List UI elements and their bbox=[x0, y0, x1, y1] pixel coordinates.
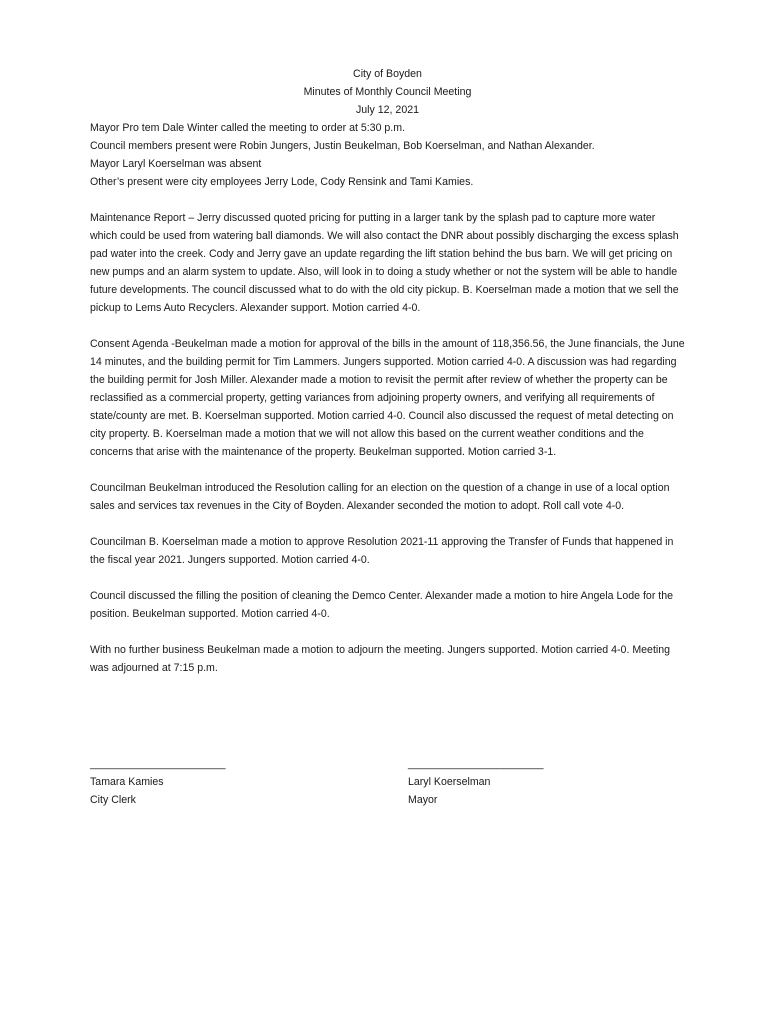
minutes-document bbox=[90, 65, 685, 806]
mayor-signature bbox=[408, 755, 544, 809]
consent-agenda-paragraph: Consent Agenda -Beukelman made a motion for approval of the bills in the amount of 118,356.56, the June financials, the June 14 minutes, and the building permit for Tim Lammers. Jungers supported. Motion carried 4-0. A discussion was had regarding the building permit for Josh Miller. Alexander made a motion to revisit the permit after review of whether the property can be reclassified as a commercial property, getting variances from adjoining property owners, and verifying all requirements of state/county are met. B. Koerselman supported. Motion carried 4-0. Council also discussed the request of metal detecting on city property. B. Koerselman made a motion that we will not allow this based on the current weather conditions and the concerns that arise with the maintenance of the property. Beukelman supported. Motion carried 3-1. bbox=[90, 338, 685, 458]
document-header bbox=[90, 65, 685, 119]
signature-line: _______________________ bbox=[90, 758, 226, 770]
demco-center-paragraph: Council discussed the filling the position of cleaning the Demco Center. Alexander made a motion to hire Angela Lode for the position. Beukelman supported. Motion carried 4-0. bbox=[90, 590, 674, 620]
intro-line: Council members present were Robin Jungers, Justin Beukelman, Bob Koerselman, and Nathan Alexander. bbox=[90, 140, 595, 152]
meeting-date: July 12, 2021 bbox=[355, 104, 420, 116]
intro-line: Mayor Laryl Koerselman was absent bbox=[90, 158, 262, 170]
intro-line: Mayor Pro tem Dale Winter called the meeting to order at 5:30 p.m. bbox=[90, 122, 406, 134]
city-name: City of Boyden bbox=[353, 68, 422, 80]
maintenance-report-paragraph: Maintenance Report – Jerry discussed quoted pricing for putting in a larger tank by the splash pad to capture more water which could be used from watering ball diamonds. We will also contact the DNR about possibly discharging the excess splash pad water into the creek. Cody and Jerry gave an update regarding the lift station behind the bus barn. We will get pricing on new pumps and an alarm system to update. Also, will look in to doing a study whether or not the system will be able to handle future developments. The council discussed what to do with the old city pickup. B. Koerselman made a motion that we sell the pickup to Lems Auto Recyclers. Alexander support. Motion carried 4-0. bbox=[90, 212, 679, 314]
clerk-signature bbox=[90, 755, 226, 809]
intro-block bbox=[90, 119, 685, 191]
resolution-transfer-paragraph: Councilman B. Koerselman made a motion to approve Resolution 2021-11 approving the Transfer of Funds that happened in the fiscal year 2021. Jungers supported. Motion carried 4-0. bbox=[90, 536, 674, 566]
signature-line: _______________________ bbox=[408, 758, 544, 770]
signer-title: Mayor bbox=[408, 794, 438, 806]
resolution-election-paragraph: Councilman Beukelman introduced the Resolution calling for an election on the question of a change in use of a local option sales and services tax revenues in the City of Boyden. Alexander seconded the motion to adopt. Roll call vote 4-0. bbox=[90, 482, 670, 512]
signer-title: City Clerk bbox=[90, 794, 136, 806]
adjournment-paragraph: With no further business Beukelman made a motion to adjourn the meeting. Jungers supported. Motion carried 4-0. Meeting was adjourned at 7:15 p.m. bbox=[90, 644, 671, 674]
signature-block bbox=[90, 755, 685, 815]
document-title: Minutes of Monthly Council Meeting bbox=[303, 86, 472, 98]
signer-name: Tamara Kamies bbox=[90, 776, 164, 788]
intro-line: Other’s present were city employees Jerry Lode, Cody Rensink and Tami Kamies. bbox=[90, 176, 474, 188]
signer-name: Laryl Koerselman bbox=[408, 776, 491, 788]
